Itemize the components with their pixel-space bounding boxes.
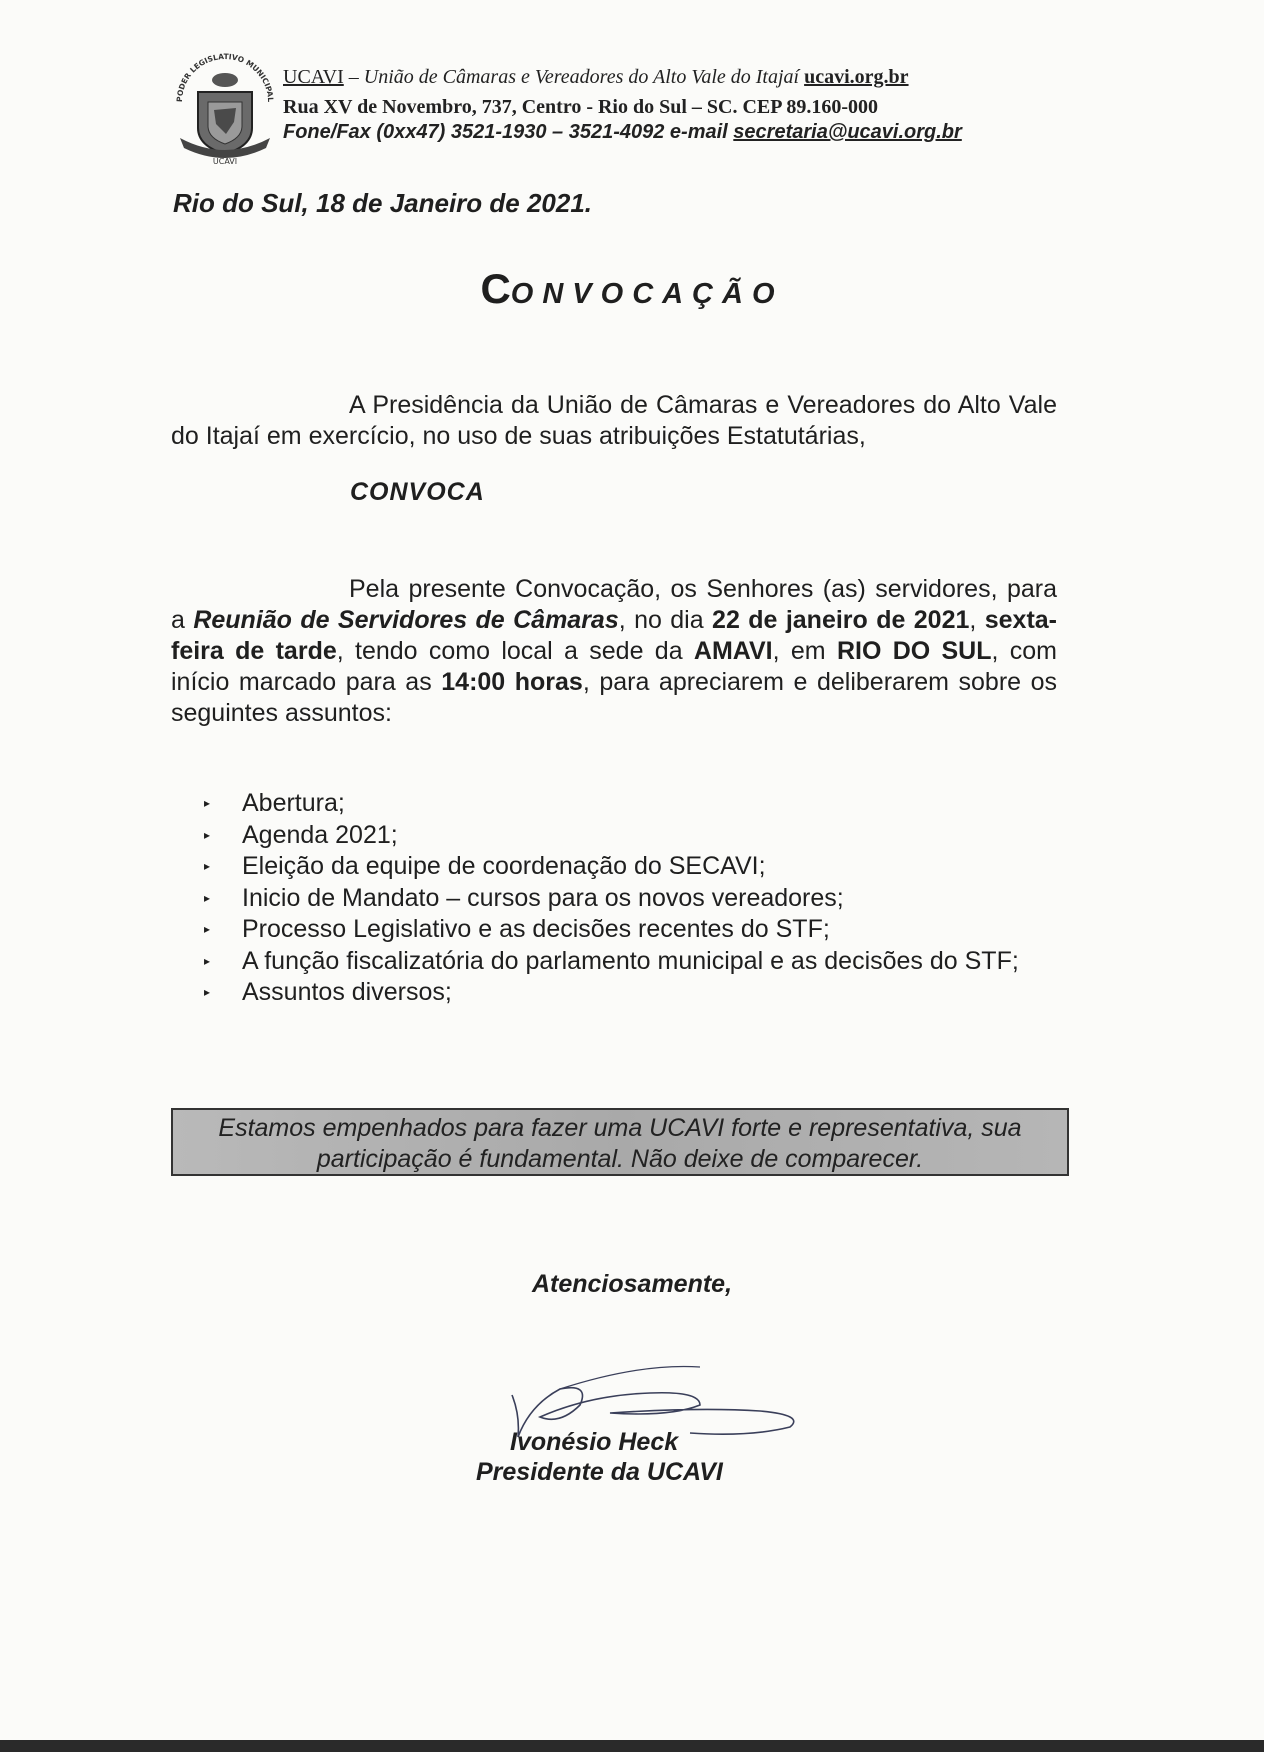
letterhead-org-line (283, 65, 909, 89)
agenda-item (200, 914, 1060, 946)
meeting-weekday: sexta-feira de tarde (171, 606, 1057, 665)
meeting-city: RIO DO SUL (836, 637, 992, 665)
phone-text: Fone/Fax (0xx47) 3521-1930 – 3521-4092 e-mail (283, 121, 734, 143)
bullet-icon: ▸ (204, 859, 211, 873)
meeting-place: AMAVI (693, 637, 773, 665)
document-title (0, 265, 1264, 313)
signatory-role: Presidente da UCAVI (476, 1458, 723, 1486)
body-text: , em (772, 637, 837, 665)
bullet-icon: ▸ (204, 953, 211, 968)
agenda-item (200, 820, 1060, 852)
intro-paragraph: A Presidência da União de Câmaras e Vereadores do Alto Vale do Itajaí em exercício, no uso de suas atribuições Estatutárias, (171, 391, 1057, 450)
agenda-item-text: Inicio de Mandato – cursos para os novos vereadores; (242, 883, 844, 912)
signatory-name: Ivonésio Heck (510, 1428, 679, 1456)
title-rest: ONVOCAÇÃO (510, 278, 784, 310)
body-text: , (969, 606, 985, 634)
body-text: , para apreciarem e deliberarem sobre os seguintes assuntos: (171, 668, 1058, 727)
agenda-list (200, 788, 1060, 1009)
meeting-date: 22 de janeiro de 2021 (712, 606, 970, 634)
org-sep: – (343, 66, 364, 88)
svg-text:PODER LEGISLATIVO MUNICIPAL: PODER LEGISLATIVO MUNICIPAL (174, 51, 276, 103)
agenda-item-text: Processo Legislativo e as decisões recentes do STF; (242, 915, 830, 943)
meeting-name: Reunião de Servidores de Câmaras (193, 606, 619, 634)
body-text: Pela presente Convocação, os Senhores (as) servidores, para a (171, 575, 1057, 634)
bullet-icon: ▸ (204, 985, 211, 999)
bullet-icon: ▸ (204, 922, 211, 936)
highlight-notice-box: Estamos empenhados para fazer uma UCAVI forte e representativa, sua participação é fundamental. Não deixe de comparecer. (171, 1108, 1069, 1176)
agenda-item-text: A função fiscalizatória do parlamento municipal e as decisões do STF; (242, 946, 1019, 975)
body-text: , com início marcado para as (171, 637, 1058, 696)
scan-edge (0, 1740, 1264, 1752)
letterhead-address: Rua XV de Novembro, 737, Centro - Rio do Sul – SC. CEP 89.160-000 (283, 96, 879, 118)
agenda-item (200, 851, 1060, 883)
agenda-item (200, 946, 1060, 978)
convocation-paragraph (171, 574, 1057, 729)
agenda-item-text: Agenda 2021; (242, 820, 398, 849)
agenda-item (200, 883, 1060, 915)
closing-salutation: Atenciosamente, (531, 1270, 733, 1298)
title-initial: C (480, 265, 511, 312)
bullet-icon: ▸ (204, 827, 211, 842)
body-text: , no dia (618, 606, 713, 634)
convoca-heading: CONVOCA (350, 478, 485, 506)
body-text: , tendo como local a sede da (336, 637, 694, 665)
agenda-item (200, 977, 1060, 1009)
meeting-time: 14:00 horas (441, 668, 583, 696)
ucavi-seal-logo (170, 50, 280, 168)
agenda-item-text: Eleição da equipe de coordenação do SECAVI; (242, 852, 766, 880)
bullet-icon: ▸ (204, 890, 211, 905)
org-abbr: UCAVI (283, 66, 344, 88)
bullet-icon: ▸ (204, 796, 211, 810)
svg-text:UCAVI: UCAVI (212, 157, 238, 166)
letterhead-contact (283, 120, 962, 144)
agenda-item-text: Assuntos diversos; (242, 978, 452, 1006)
org-name: União de Câmaras e Vereadores do Alto Vale do Itajaí (363, 66, 800, 88)
email-link[interactable]: secretaria@ucavi.org.br (733, 121, 962, 143)
agenda-item (200, 788, 1060, 820)
website-link[interactable]: ucavi.org.br (804, 66, 909, 88)
agenda-item-text: Abertura; (242, 789, 345, 817)
date-line: Rio do Sul, 18 de Janeiro de 2021. (173, 188, 593, 218)
